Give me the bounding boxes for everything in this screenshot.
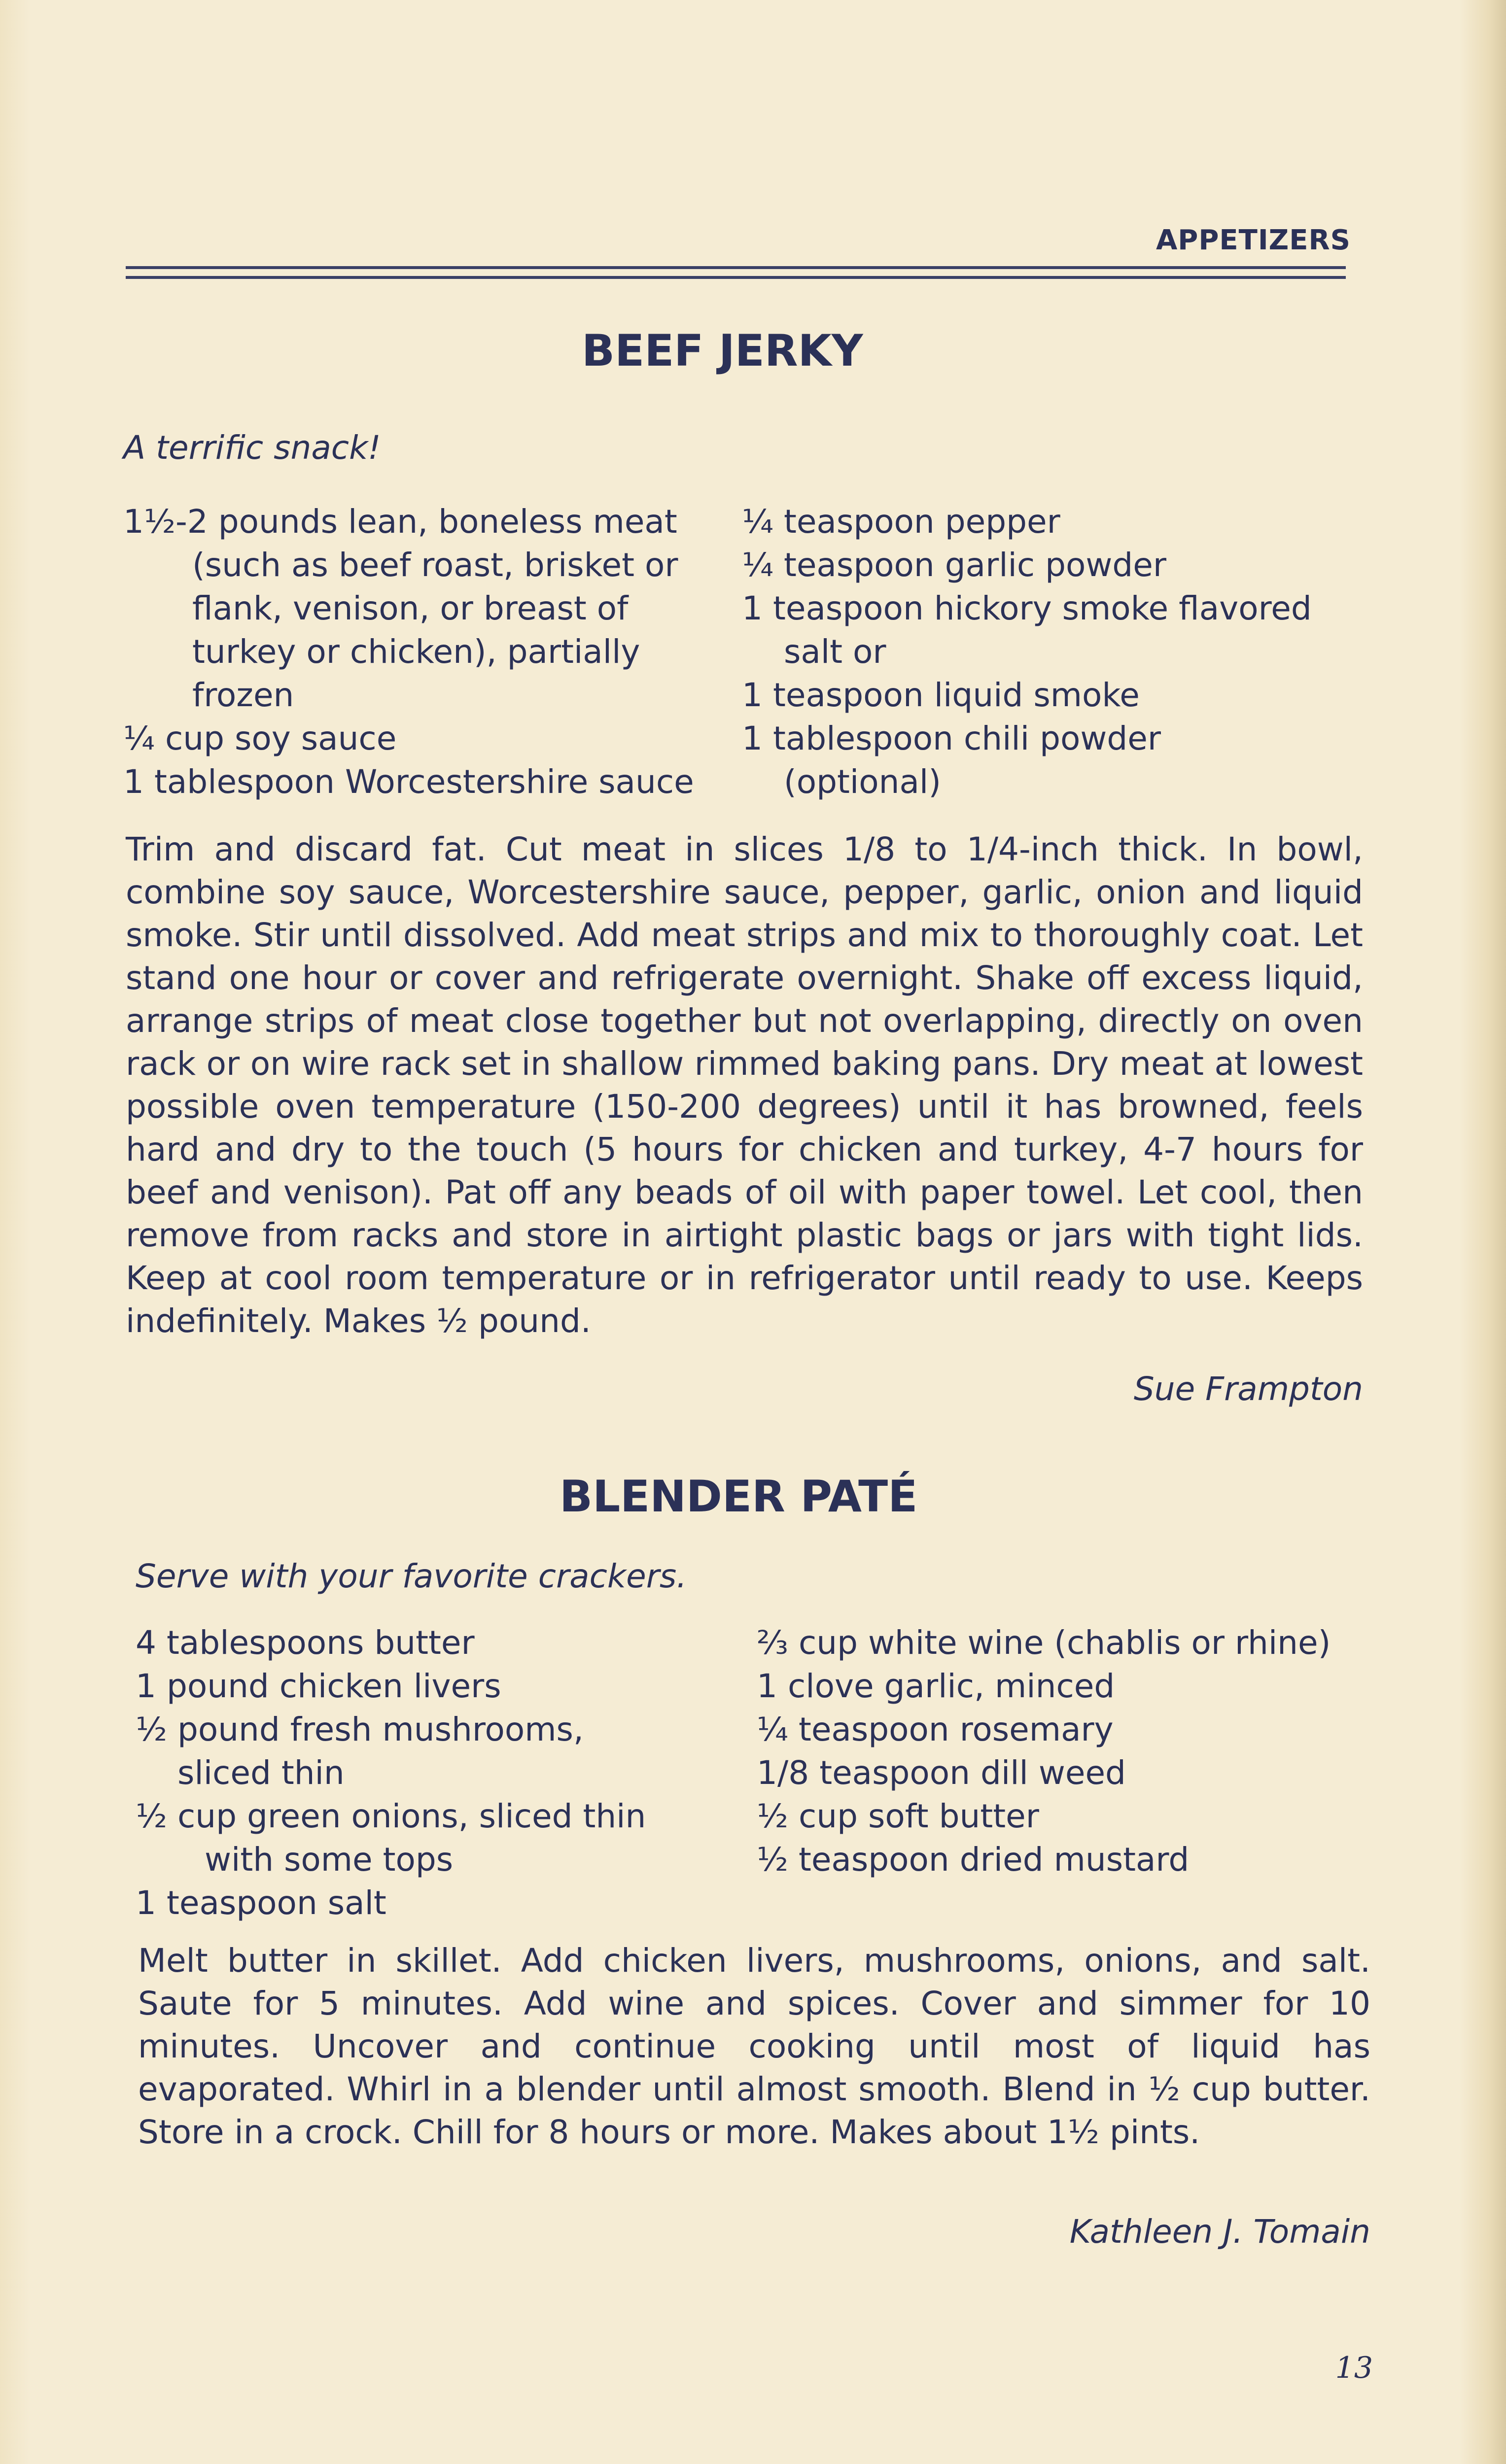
ingredient: ¼ teaspoon pepper (742, 503, 1060, 541)
ingredient: with some tops (205, 1841, 454, 1879)
ingredient: 1/8 teaspoon dill weed (757, 1754, 1126, 1792)
ingredient: ½ teaspoon dried mustard (757, 1841, 1190, 1879)
ingredient: (such as beef roast, brisket or (192, 546, 678, 584)
ingredient: sliced thin (177, 1754, 345, 1792)
recipe-author: Kathleen J. Tomain (1069, 2213, 1370, 2251)
ingredients-right (757, 1621, 1398, 1882)
ingredients-left (136, 1621, 752, 1925)
recipe-subtitle: Serve with your favorite crackers. (136, 1557, 687, 1595)
header-rule-bottom (126, 276, 1346, 279)
recipe-title: BEEF JERKY (582, 325, 863, 376)
ingredient: ½ cup soft butter (757, 1797, 1039, 1835)
recipe-directions: Trim and discard fat. Cut meat in slices 1/8 to 1/4-inch thick. In bowl, combine soy sauce, Worcestershire sauce, pepper, garlic, onion and liquid smoke. Stir until dissolved. Add meat strips and mix to thoroughly coat. Let stand one hour or cover and refrigerate overnight. Shake off excess liquid, arrange strips of meat close together but not overlapping, directly on oven rack or on wire rack set in shallow rimmed baking pans. Dry meat at lowest possible oven temperature (150-200 degrees) until it has browned, feels hard and dry to the touch (5 hours for chicken and turkey, 4-7 hours for beef and venison). Pat off any beads of oil with paper towel. Let cool, then remove from racks and store in airtight plastic bags or jars with tight lids. Keep at cool room temperature or in refrigerator until ready to use. Keeps indefinitely. Makes ½ pound. (126, 830, 1363, 1340)
ingredient: frozen (192, 676, 294, 714)
ingredient: 1 clove garlic, minced (757, 1667, 1115, 1705)
ingredient: ¼ cup soy sauce (123, 719, 397, 757)
ingredient: ½ cup green onions, sliced thin (136, 1797, 646, 1835)
section-header: APPETIZERS (1156, 224, 1351, 256)
recipe-directions: Melt butter in skillet. Add chicken livers, mushrooms, onions, and salt. Saute for 5 minutes. Add wine and spices. Cover and simmer for 10 minutes. Uncover and continue cooking until most of liquid has evaporated. Whirl in a blender until almost smooth. Blend in ½ cup butter. Store in a crock. Chill for 8 hours or more. Makes about 1½ pints. (138, 1942, 1370, 2151)
ingredient: 1 teaspoon liquid smoke (742, 676, 1140, 714)
ingredient: flank, venison, or breast of (192, 589, 629, 627)
recipe-subtitle: A terrific snack! (123, 429, 381, 467)
ingredient: 1 teaspoon salt (136, 1884, 386, 1922)
ingredients-right (742, 500, 1383, 804)
ingredient: ¼ teaspoon garlic powder (742, 546, 1167, 584)
ingredient: (optional) (784, 763, 941, 801)
page-number: 13 (1335, 2351, 1373, 2385)
ingredient: ⅔ cup white wine (chablis or rhine) (757, 1624, 1331, 1662)
header-rule-top (126, 266, 1346, 269)
ingredients-left (123, 500, 739, 804)
recipe-author: Sue Frampton (1133, 1370, 1363, 1408)
ingredient: ¼ teaspoon rosemary (757, 1711, 1114, 1748)
ingredient: 1 pound chicken livers (136, 1667, 501, 1705)
ingredient: 1 tablespoon chili powder (742, 719, 1161, 757)
ingredient: salt or (784, 633, 886, 671)
ingredient: turkey or chicken), partially (192, 633, 640, 671)
ingredient: 1 teaspoon hickory smoke flavored (742, 589, 1312, 627)
ingredient: 4 tablespoons butter (136, 1624, 475, 1662)
recipe-title: BLENDER PATÉ (560, 1471, 918, 1522)
ingredient: ½ pound fresh mushrooms, (136, 1711, 584, 1748)
ingredient: 1½-2 pounds lean, boneless meat (123, 503, 677, 541)
ingredient: 1 tablespoon Worcestershire sauce (123, 763, 694, 801)
